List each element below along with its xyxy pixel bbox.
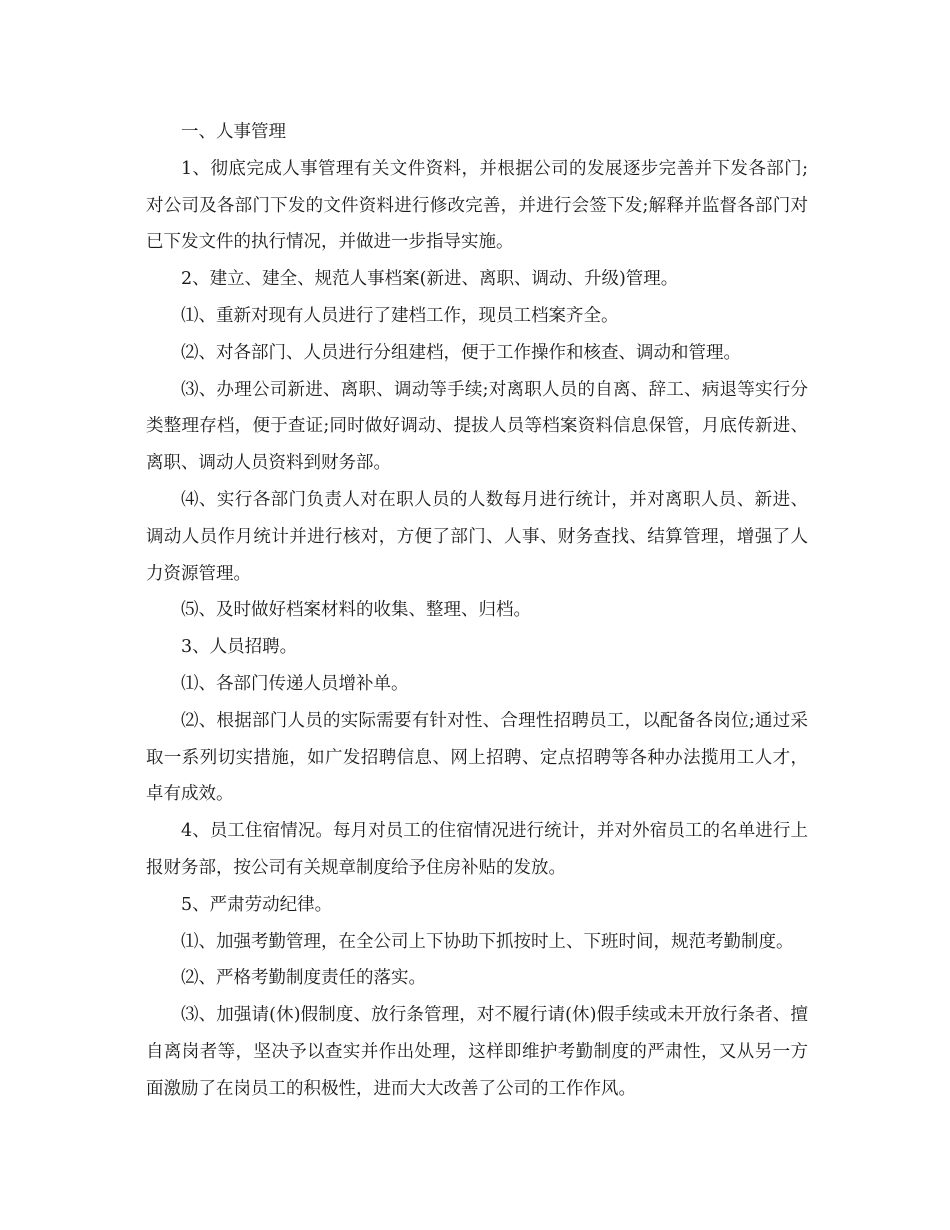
paragraph-subitem-2-2: ⑵、对各部门、人员进行分组建档，便于工作操作和核查、调动和管理。	[181, 342, 741, 363]
paragraph-item-4: 4、员工住宿情况。每月对员工的住宿情况进行统计，并对外宿员工的名单进行上报财务部，按公司有关规章制度给予住房补贴的发放。	[146, 821, 808, 878]
paragraph-subitem-3-1: ⑴、各部门传递人员增补单。	[181, 673, 409, 694]
paragraph-subitem-2-3: ⑶、办理公司新进、离职、调动等手续;对离职人员的自离、辞工、病退等实行分类整理存档，便于查证;同时做好调动、提拔人员等档案资料信息保管，月底传新进、离职、调动人员资料到财务部。	[146, 379, 808, 474]
paragraph-subitem-2-5: ⑸、及时做好档案材料的收集、整理、归档。	[181, 600, 531, 621]
paragraph-item-5: 5、严肃劳动纪律。	[181, 894, 333, 915]
paragraph-subitem-2-4: ⑷、实行各部门负责人对在职人员的人数每月进行统计，并对离职人员、新进、调动人员作月统计并进行核对，方便了部门、人事、财务查找、结算管理，增强了人力资源管理。	[146, 489, 808, 584]
paragraph-subitem-3-2: ⑵、根据部门人员的实际需要有针对性、合理性招聘员工，以配备各岗位;通过采取一系列切实措施，如广发招聘信息、网上招聘、定点招聘等各种办法揽用工人才，卓有成效。	[146, 710, 808, 805]
paragraph-item-2: 2、建立、建全、规范人事档案(新进、离职、调动、升级)管理。	[181, 269, 679, 290]
paragraph-item-3: 3、人员招聘。	[181, 637, 298, 658]
paragraph-item-1: 1、彻底完成人事管理有关文件资料，并根据公司的发展逐步完善并下发各部门;对公司及各部门下发的文件资料进行修改完善，并进行会签下发;解释并监督各部门对已下发文件的执行情况，并做进一步指导实施。	[146, 158, 808, 253]
section-heading-personnel: 一、人事管理	[181, 122, 286, 142]
paragraph-subitem-5-3: ⑶、加强请(休)假制度、放行条管理，对不履行请(休)假手续或未开放行条者、擅自离岗者等，坚决予以查实并作出处理，这样即维护考勤制度的严肃性，又从另一方面激励了在岗员工的积极性，进而大大改善了公司的工作作风。	[146, 1005, 808, 1099]
paragraph-subitem-5-1: ⑴、加强考勤管理，在全公司上下协助下抓按时上、下班时间，规范考勤制度。	[181, 931, 794, 952]
paragraph-subitem-5-2: ⑵、严格考勤制度责任的落实。	[181, 968, 426, 989]
paragraph-subitem-2-1: ⑴、重新对现有人员进行了建档工作，现员工档案齐全。	[181, 305, 619, 326]
document-body	[146, 114, 808, 1108]
